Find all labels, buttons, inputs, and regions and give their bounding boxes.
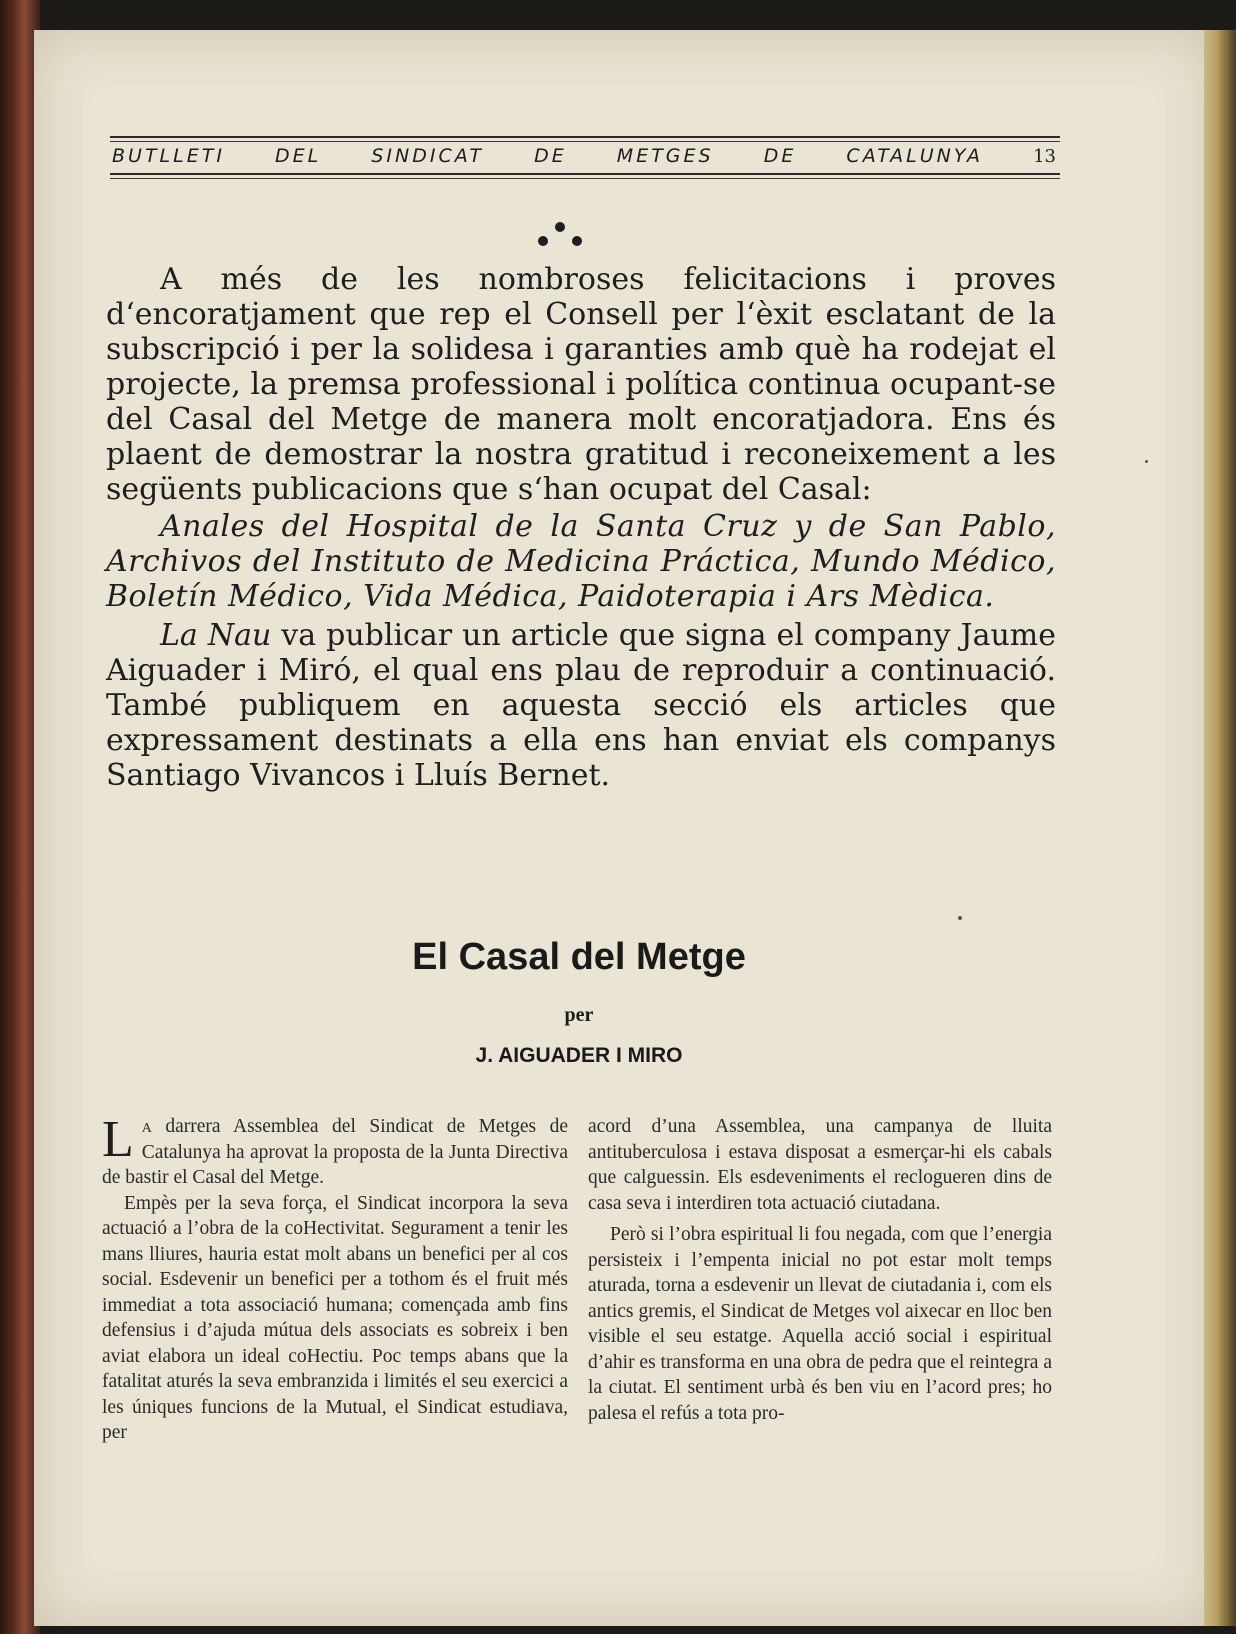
paper-speck: [958, 916, 962, 920]
page-right-edge: [1204, 30, 1236, 1626]
article-column-right: [588, 1114, 1052, 1426]
ornament-dot: [538, 236, 548, 246]
article-paragraph: Empès per la seva força, el Sindicat incorpora la seva actuació a l’obra de la coHectivitat. Segurament a tenir les mans lliures, hauria estat molt abans un benefici per al cos social. Esdevenir un benefici per a tothom és el fruit més immediat a tota associació humana; començada amb fins defensius i d’ajuda mútua dels associats es sobreix i ben aviat elabora un ideal coHectiu. Poc temps abans que la fatalitat aturés la seva embranzida i limités el seu exercici a les úniques funcions de la Mutual, el Sindicat estudiava, per: [102, 1192, 568, 1443]
ornament-dot: [572, 236, 582, 246]
header-word: DE: [534, 145, 567, 167]
header-bottom-rule-thin: [110, 178, 1060, 179]
header-word: BUTLLETI: [112, 145, 225, 167]
ornament-dot: [555, 222, 565, 232]
article-paragraph: [102, 1111, 568, 1191]
intro-paragraph-la-nau: [106, 618, 1056, 793]
article-paragraph: acord d’una Assemblea, una campanya de lluita antituberculosa i estava disposat a esmerçar-hi els cabals que calguessin. Els esdeveniments el reclogueren dins de casa seva i interdiren tota actuació ciutadana.: [588, 1116, 1052, 1214]
header-row: [110, 142, 1060, 173]
header-word: DE: [763, 145, 797, 167]
header-word: SINDICAT: [371, 145, 484, 167]
intro-paragraph-rest: va publicar un article que signa el company Jaume Aiguader i Miró, el qual ens plau de reproduir a continuació. També publiquem en aquesta secció els articles que expressament destinats a ella ens han enviat els companys Santiago Vivancos i Lluís Bernet.: [106, 618, 1056, 793]
article-title: El Casal del Metge: [412, 936, 746, 978]
intro-section: [106, 262, 1056, 793]
newspaper-name: La Nau: [160, 618, 272, 653]
header-top-rule: [110, 136, 1060, 138]
three-dot-ornament: [530, 222, 590, 258]
running-header: [110, 136, 1060, 179]
article-author: J. AIGUADER I MIRO: [475, 1044, 683, 1067]
article-byline-per: per: [564, 1004, 594, 1026]
header-bottom-rule: [110, 173, 1060, 175]
paper-speck: [1145, 460, 1148, 463]
article-paragraph: Però si l’obra espiritual li fou negada, com que l’energia persisteix i l’empenta inicial no pot estar molt temps aturada, torna a esdevenir un llevat de ciutadania i, com els antics gremis, el Sindicat de Metges vol aixecar en lloc ben visible el seu estatge. Aquella acció social i espiritual d’ahir es transforma en una obra de pedra que el reintegra a la ciutat. El sentiment urbà és ben viu en l’acord pres; ho palesa el refús a tota pro-: [588, 1224, 1052, 1424]
page-number: 13: [1033, 146, 1056, 167]
header-word: CATALUNYA: [846, 145, 983, 167]
article-column-left: [102, 1111, 568, 1446]
drop-cap: L: [102, 1111, 134, 1168]
header-word: DEL: [275, 145, 322, 167]
publications-list: Anales del Hospital de la Santa Cruz y de San Pablo, Archivos del Instituto de Medicina Práctica, Mundo Médico, Boletín Médico, Vida Médica, Paidoterapia i Ars Mèdica.: [106, 509, 1056, 614]
intro-paragraph: A més de les nombroses felicitacions i proves d‘encoratjament que rep el Consell per l‘èxit esclatant de la subscripció i per la solidesa i garanties amb què ha rodejat el projecte, la premsa professional i política continua ocupant-se del Casal del Metge de manera molt encoratjadora. Ens és plaent de demostrar la nostra gratitud i reconeixement a les següents publicacions que s‘han ocupat del Casal:: [106, 262, 1056, 507]
small-caps-lead: a: [141, 1116, 152, 1137]
header-word: METGES: [616, 145, 714, 167]
article-paragraph-text: darrera Assemblea del Sindicat de Metges de Catalunya ha aprovat la proposta de la Junta Directiva de bastir el Casal del Metge.: [102, 1116, 568, 1188]
